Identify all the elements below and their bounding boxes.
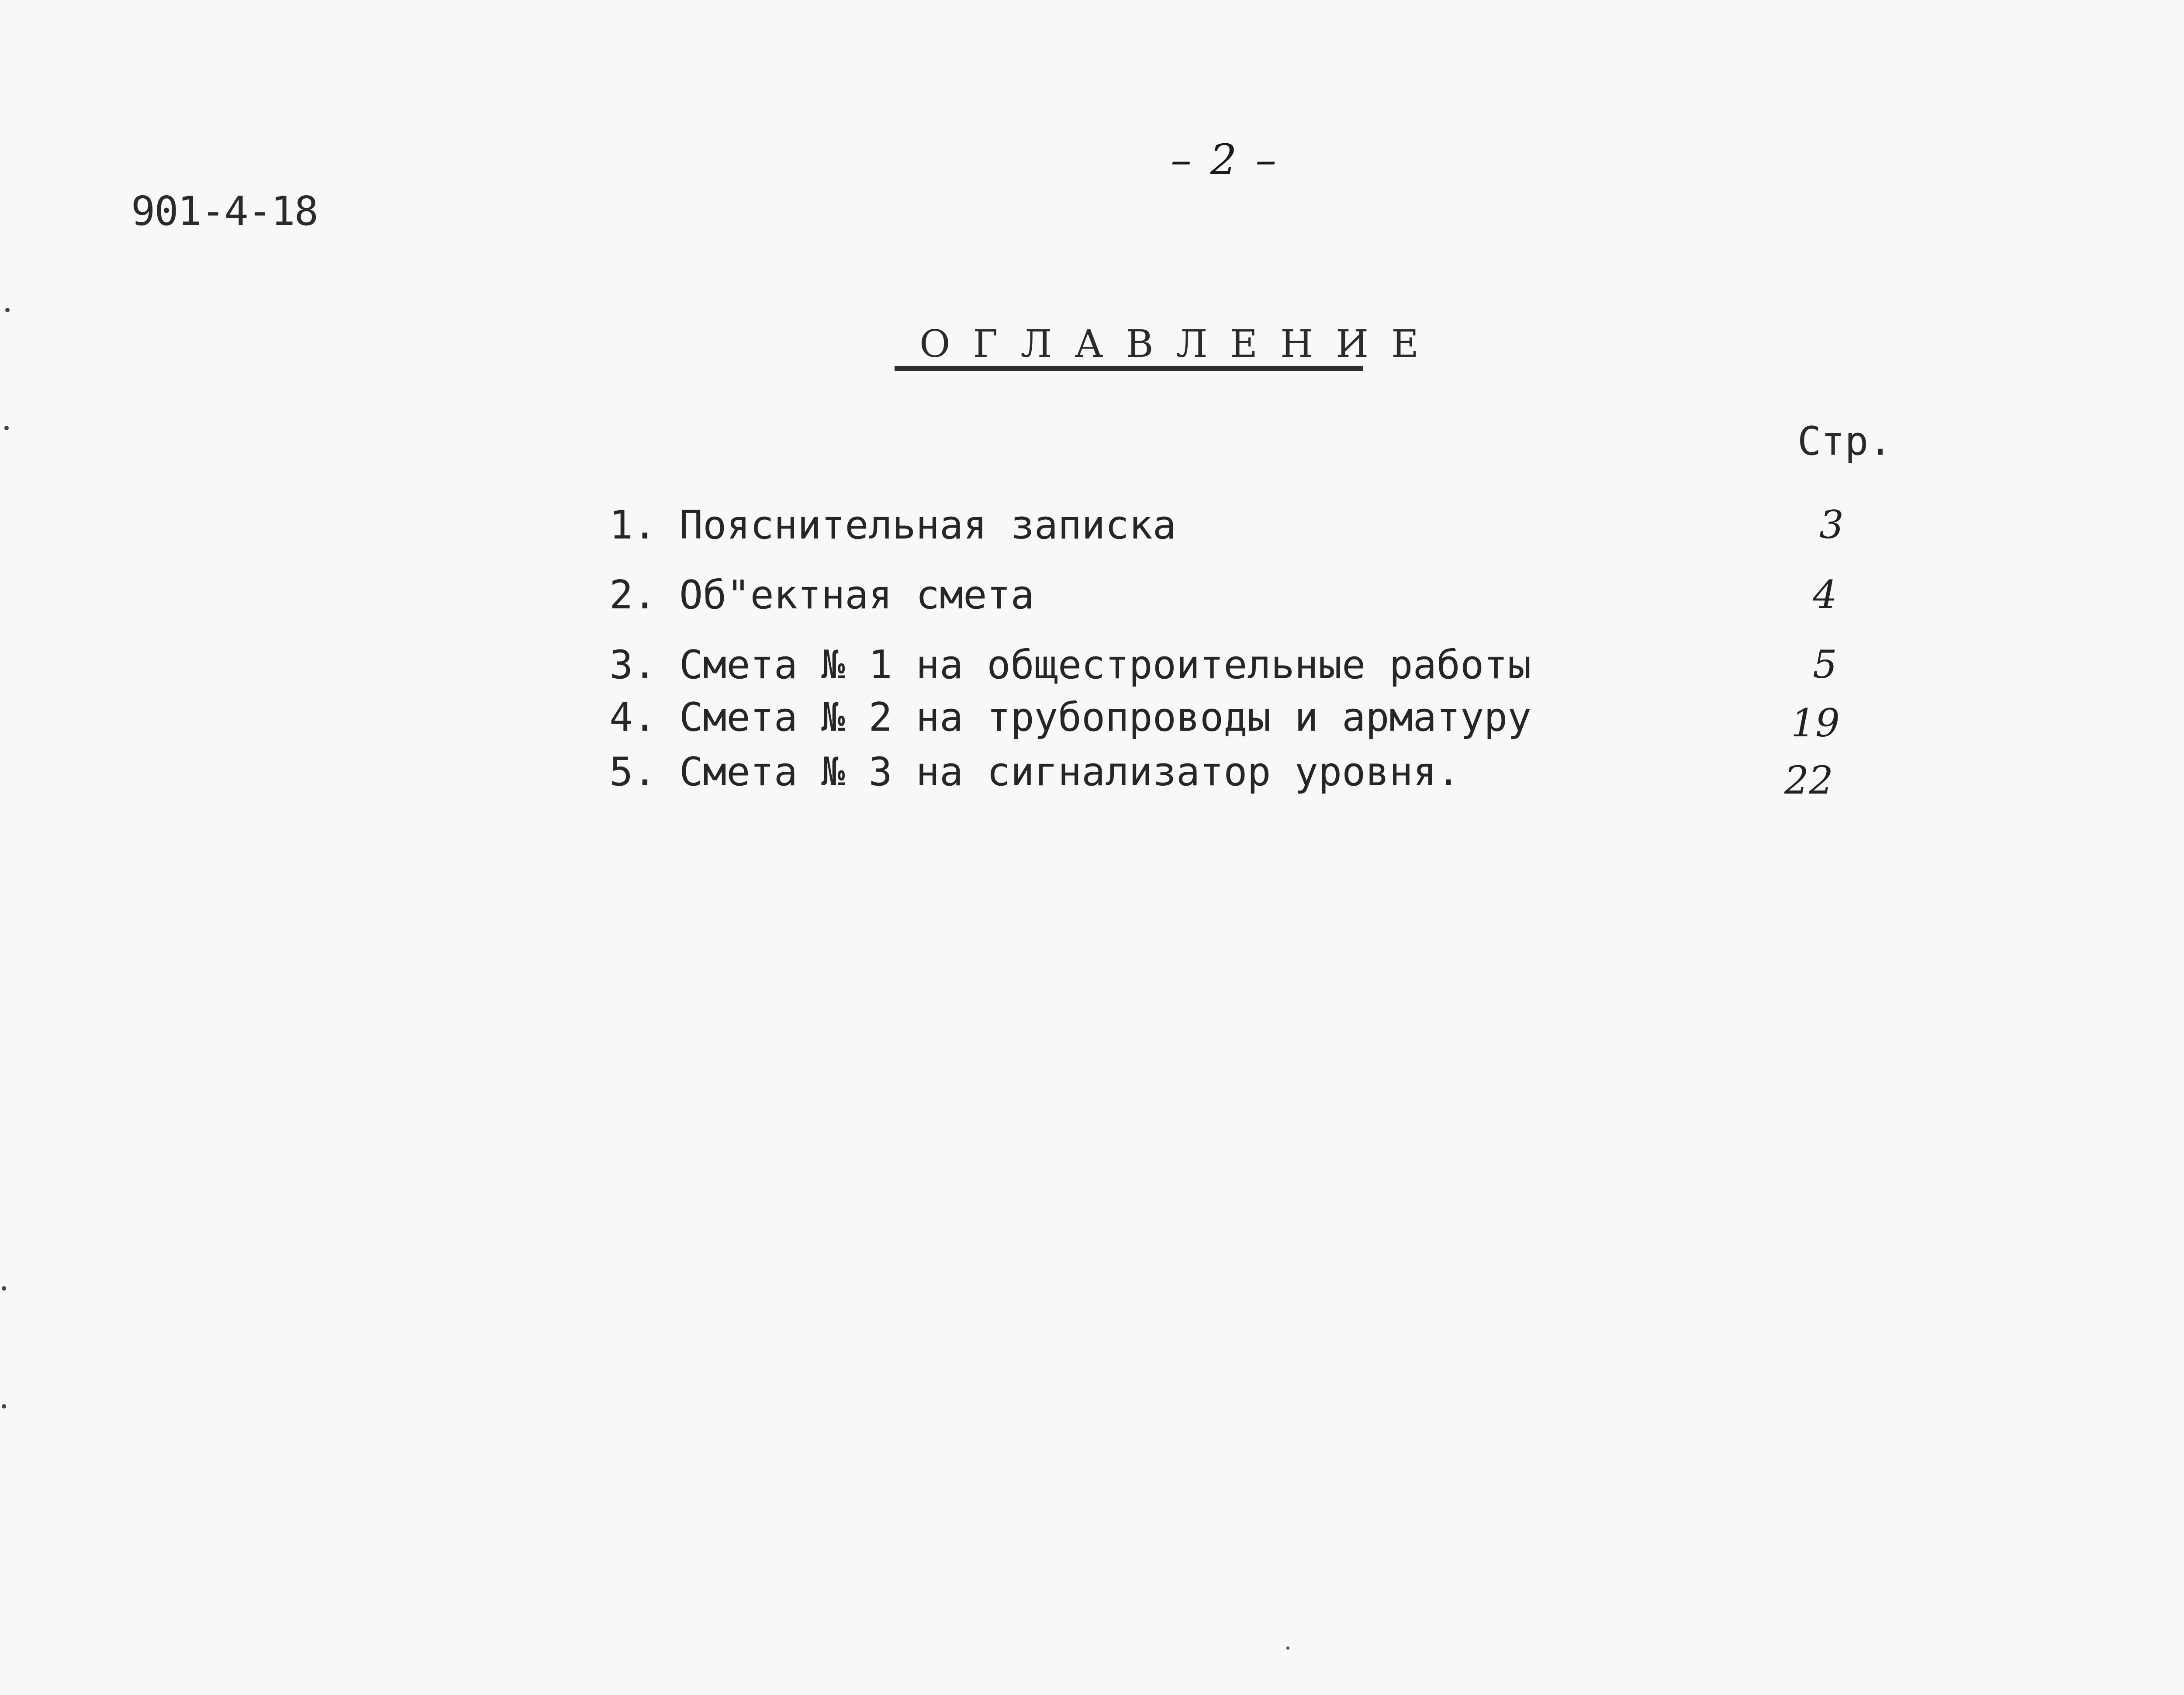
document-code: 901-4-18 (131, 188, 318, 235)
toc-item-page: 4 (1813, 572, 1837, 617)
scan-speck (4, 426, 9, 430)
toc-item-text: Смета № 3 на сигнализатор уровня. (679, 749, 1461, 795)
toc-item-page: 3 (1819, 502, 1844, 547)
scan-speck (1286, 1647, 1289, 1650)
toc-item-page: 19 (1791, 701, 1840, 746)
scan-speck (2, 1286, 6, 1291)
toc-item (609, 642, 1876, 694)
toc-item-text: Смета № 2 на трубопроводы и арматуру (679, 694, 1531, 740)
toc-item-text: Пояснительная записка (679, 502, 1176, 548)
toc-item-number: 2. (609, 572, 657, 618)
toc-item-number: 3. (609, 642, 657, 688)
toc-title-underline (895, 366, 1363, 371)
toc-item-number: 5. (609, 749, 657, 795)
toc-item-text: Об"ектная смета (679, 572, 1034, 618)
toc-item-page: 22 (1784, 758, 1833, 803)
scan-speck (2, 1404, 6, 1408)
toc-item-text: Смета № 1 на общестроительные работы (679, 642, 1531, 688)
toc-item-page: 5 (1813, 642, 1837, 687)
toc-item (609, 749, 1876, 801)
toc-item-number: 4. (609, 694, 657, 740)
toc-item-number: 1. (609, 502, 657, 548)
toc-item (609, 694, 1876, 747)
scan-speck (5, 308, 10, 312)
page-column-header: Стр. (1797, 418, 1892, 464)
toc-item (609, 572, 1876, 625)
page-number: – 2 – (1171, 135, 1279, 184)
toc-item (609, 502, 1876, 555)
toc-title: ОГЛАВЛЕНИЕ (919, 322, 1441, 366)
